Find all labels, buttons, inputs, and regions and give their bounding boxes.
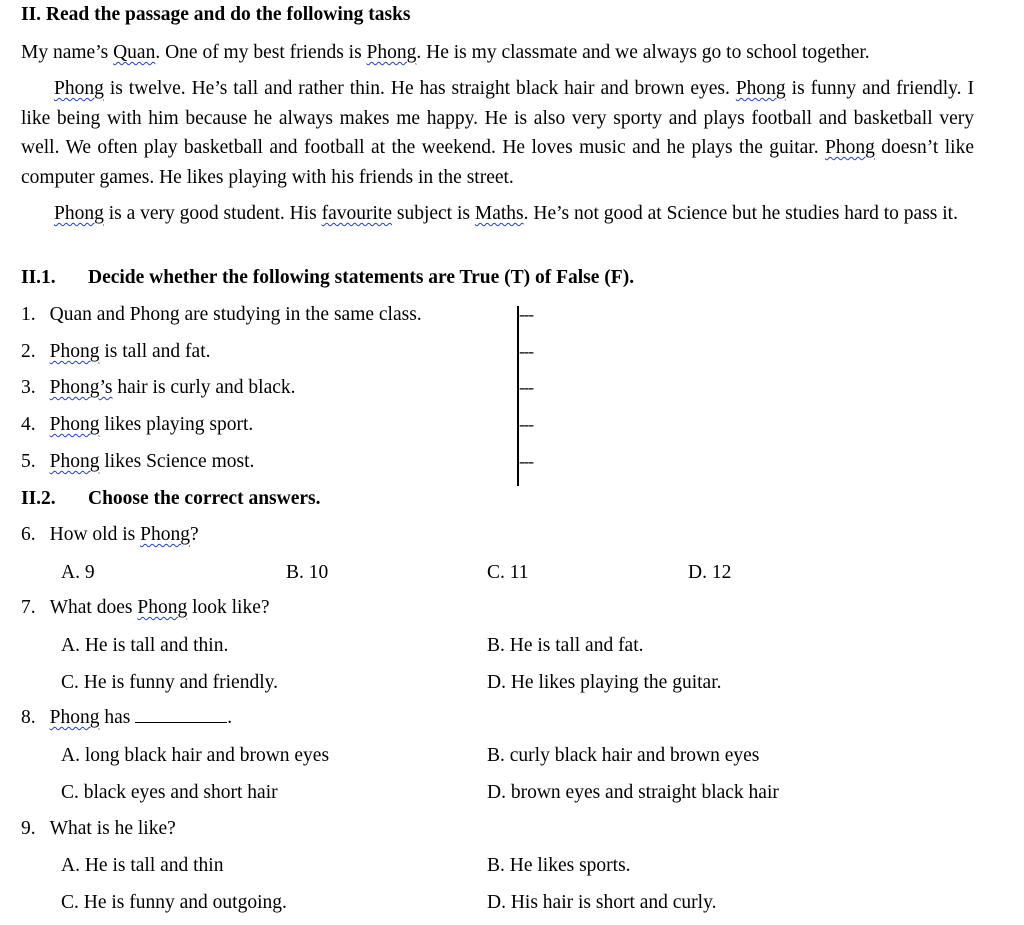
name-phong: Phong — [49, 341, 100, 362]
q8-option-c[interactable]: C. black eyes and short hair — [61, 782, 278, 803]
fill-in-blank[interactable] — [135, 721, 227, 723]
item-number: 1. — [21, 304, 36, 325]
tf-item-1 — [21, 304, 422, 326]
question-text: ? — [189, 524, 199, 545]
name-phong: Phong — [140, 524, 190, 545]
question-text: . — [227, 707, 233, 728]
passage-text: is twelve. He’s tall and rather thin. He has straight black hair and brown eyes. — [103, 78, 736, 99]
question-text: What does — [49, 597, 138, 618]
answer-blank-2[interactable]: --- — [519, 342, 533, 361]
passage-text: . One of my best friends is — [155, 42, 367, 63]
item-number: 5. — [21, 451, 36, 472]
question-text: What is he like? — [49, 818, 176, 839]
q7-option-d[interactable]: D. He likes playing the guitar. — [487, 672, 722, 693]
passage-text: is a very good student. His — [103, 203, 322, 224]
question-text: look like? — [187, 597, 270, 618]
answer-blank-1[interactable]: --- — [519, 305, 533, 324]
question-8 — [21, 707, 232, 729]
tf-item-4 — [21, 414, 253, 436]
name-phong: Phong — [825, 137, 875, 158]
answer-blank-4[interactable]: --- — [519, 415, 533, 434]
name-phong: Phong — [54, 78, 104, 99]
passage-text: My name’s — [21, 42, 114, 63]
question-number: 8. — [21, 707, 36, 728]
passage-text: . He is my classmate and we always go to school together. — [416, 42, 870, 63]
q6-option-a[interactable]: A. 9 — [61, 562, 95, 583]
name-phong: Phong’s — [49, 377, 113, 398]
q6-option-c[interactable]: C. 11 — [487, 562, 529, 583]
q6-option-b[interactable]: B. 10 — [286, 562, 329, 583]
part1-number: II.1. — [21, 267, 56, 288]
passage-text: is funny and friendly. I like being with him because he always makes me happy. He is also very sporty and plays football and basketball very well. We often play basketball and football at the weekend. He loves music and he plays the guitar. — [21, 78, 974, 158]
item-number: 4. — [21, 414, 36, 435]
passage-text: . He’s not good at Science but he studies hard to pass it. — [523, 203, 958, 224]
q7-option-a[interactable]: A. He is tall and thin. — [61, 635, 229, 656]
q8-option-b[interactable]: B. curly black hair and brown eyes — [487, 745, 760, 766]
name-phong: Phong — [49, 707, 100, 728]
q6-option-d[interactable]: D. 12 — [688, 562, 732, 583]
tf-item-3 — [21, 377, 296, 399]
name-quan: Quan — [113, 42, 156, 63]
q8-option-a[interactable]: A. long black hair and brown eyes — [61, 745, 330, 766]
question-number: 6. — [21, 524, 36, 545]
item-text: hair is curly and black. — [112, 377, 296, 398]
passage-text: subject is — [391, 203, 475, 224]
q9-option-d[interactable]: D. His hair is short and curly. — [487, 892, 717, 913]
passage-paragraph-1 — [21, 38, 974, 68]
part2-number: II.2. — [21, 488, 56, 509]
word-favourite: favourite — [321, 203, 392, 224]
question-6 — [21, 524, 199, 546]
name-phong: Phong — [735, 78, 786, 99]
name-phong: Phong — [49, 451, 100, 472]
name-phong: Phong — [137, 597, 188, 618]
answer-blank-3[interactable]: --- — [519, 378, 533, 397]
question-text: How old is — [49, 524, 141, 545]
question-number: 9. — [21, 818, 36, 839]
passage-paragraph-2 — [21, 74, 974, 192]
passage-text: doesn’t like computer games. He likes playing with his friends in the street. — [21, 137, 974, 188]
name-phong: Phong — [49, 414, 100, 435]
item-number: 3. — [21, 377, 36, 398]
question-9 — [21, 818, 176, 840]
part2-instruction: Choose the correct answers. — [88, 488, 321, 509]
question-text: has — [99, 707, 136, 728]
q9-option-c[interactable]: C. He is funny and outgoing. — [61, 892, 287, 913]
q9-option-b[interactable]: B. He likes sports. — [487, 855, 631, 876]
name-phong: Phong — [366, 42, 417, 63]
passage-paragraph-3 — [21, 199, 974, 229]
item-number: 2. — [21, 341, 36, 362]
item-text: likes playing sport. — [99, 414, 254, 435]
item-text: is tall and fat. — [99, 341, 211, 362]
q7-option-c[interactable]: C. He is funny and friendly. — [61, 672, 278, 693]
q7-option-b[interactable]: B. He is tall and fat. — [487, 635, 644, 656]
tf-item-2 — [21, 341, 211, 363]
question-7 — [21, 597, 270, 619]
answer-blank-5[interactable]: --- — [519, 452, 533, 471]
name-phong: Phong — [54, 203, 104, 224]
question-number: 7. — [21, 597, 36, 618]
q8-option-d[interactable]: D. brown eyes and straight black hair — [487, 782, 779, 803]
tf-item-5 — [21, 451, 254, 473]
part1-instruction: Decide whether the following statements are True (T) of False (F). — [88, 267, 635, 288]
q9-option-a[interactable]: A. He is tall and thin — [61, 855, 224, 876]
item-text: Quan and Phong are studying in the same class. — [49, 304, 422, 325]
section-title: II. Read the passage and do the following tasks — [21, 4, 411, 25]
item-text: likes Science most. — [99, 451, 255, 472]
word-maths: Maths — [474, 203, 524, 224]
